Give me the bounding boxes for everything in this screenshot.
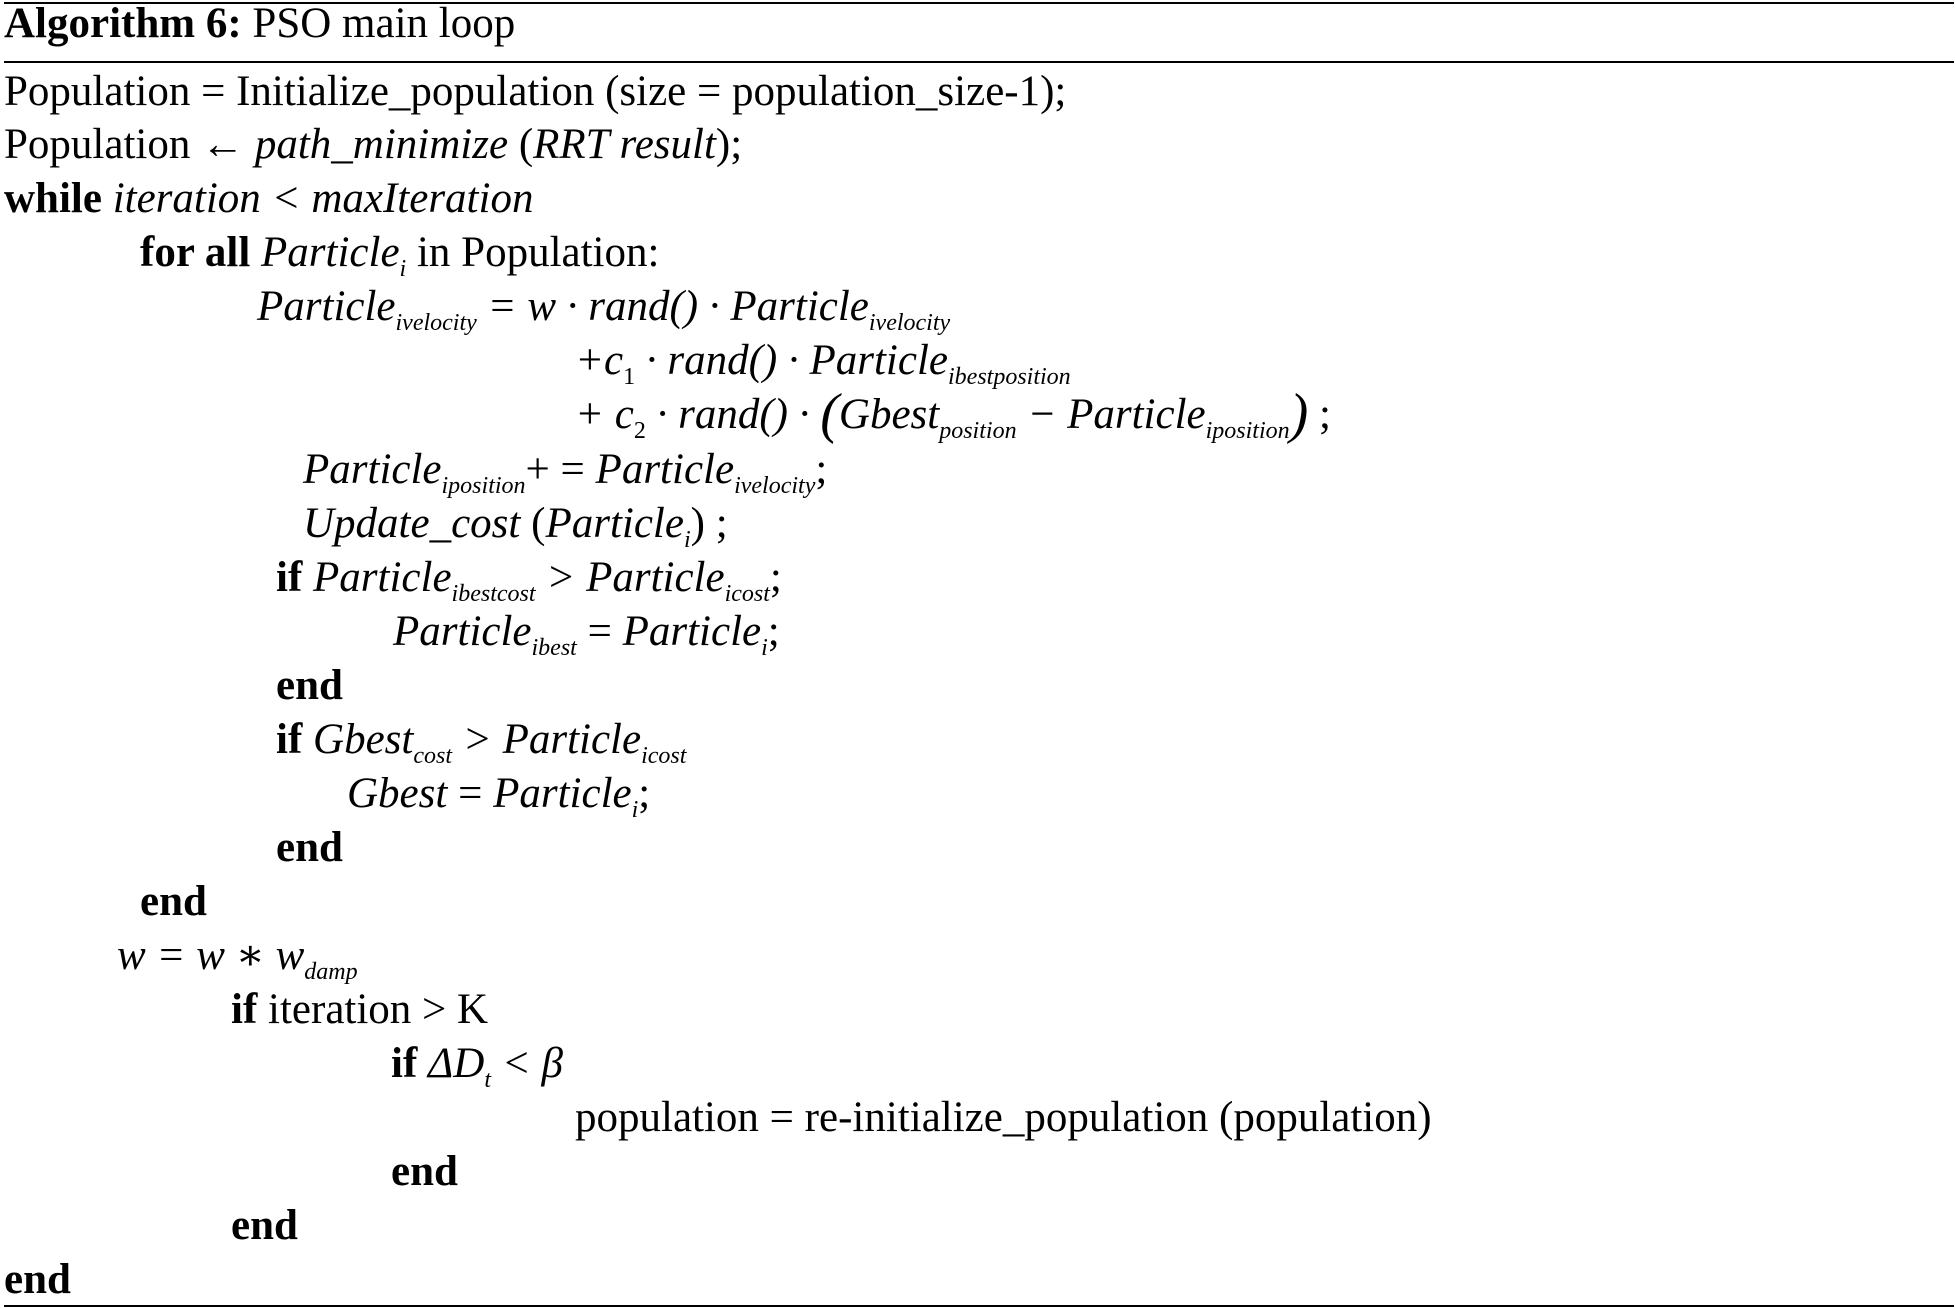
gbest-rhs-sub: i	[631, 797, 639, 823]
particle-var: Particle	[261, 229, 400, 276]
code-line-end-1	[276, 659, 343, 713]
end-keyword: end	[276, 824, 343, 871]
if-keyword: if	[276, 716, 303, 763]
if-keyword: if	[276, 554, 303, 601]
minus-op: −	[1016, 391, 1068, 438]
particle-subscript: i	[399, 256, 407, 282]
gt-op: >	[452, 716, 503, 763]
algorithm-label: Algorithm 6:	[4, 0, 242, 47]
bottom-rule	[4, 1305, 1954, 1307]
semicolon: ;	[769, 554, 782, 601]
velocity-lhs: Particle	[257, 283, 396, 330]
code-line-if-pbest	[276, 551, 782, 605]
code-line-end-3	[391, 1145, 458, 1199]
c1-sub: 1	[623, 364, 636, 390]
code-line-velocity-1	[257, 280, 950, 334]
position-rhs: Particle	[595, 446, 735, 493]
paren-close: ) ;	[690, 500, 728, 547]
semicolon: ;	[815, 446, 828, 493]
code-line-while	[4, 172, 533, 226]
update-cost-arg: Particle	[545, 500, 684, 547]
code-line-for-all	[140, 226, 659, 280]
rrt-result-arg: RRT result	[533, 121, 716, 168]
caption-rule	[4, 61, 1954, 63]
path-minimize-fn: path_minimize	[254, 121, 509, 168]
if-keyword: if	[231, 986, 258, 1033]
position-rhs-sub: ivelocity	[734, 473, 816, 499]
update-cost-fn: Update_cost	[303, 500, 521, 547]
code-line-if-gbest	[276, 713, 686, 767]
inertia-update: w = w ∗ w	[117, 932, 305, 979]
end-keyword: end	[276, 662, 343, 709]
code-line-damp	[117, 929, 358, 983]
lt-beta: < β	[491, 1040, 563, 1087]
semicolon: ;	[767, 608, 780, 655]
end-keyword: end	[231, 1202, 298, 1249]
velocity-rhs: Particle	[730, 283, 869, 330]
pbest-var: Particle	[809, 337, 948, 384]
position-lhs-sub: iposition	[441, 473, 526, 499]
update-cost-arg-sub: i	[683, 527, 691, 553]
delta-d: ΔD	[428, 1040, 485, 1087]
c1-term: +c	[575, 337, 624, 384]
code-line-update-cost	[303, 497, 728, 551]
gbest-cost-lhs: Gbest	[313, 716, 414, 763]
pbest-rhs: Particle	[622, 608, 762, 655]
gbest-lhs: Gbest	[347, 770, 448, 817]
gt-op: >	[535, 554, 587, 601]
code-line-set-pbest	[393, 605, 780, 659]
reinit-population-text: population = re-initialize_population (population)	[575, 1094, 1432, 1141]
population-assign: Population ←	[4, 121, 255, 168]
for-all-keyword: for all	[140, 229, 251, 276]
in-population-text: in Population:	[406, 229, 660, 276]
position-var: Particle	[1067, 391, 1206, 438]
paren-close: );	[715, 121, 743, 168]
gbest-var: Gbest	[838, 391, 940, 438]
end-keyword: end	[391, 1148, 458, 1195]
particle-cost-rhs: Particle	[502, 716, 642, 763]
iteration-condition: iteration > K	[268, 986, 489, 1033]
pbest-lhs-sub: ibest	[531, 635, 577, 661]
code-line-1	[4, 65, 1066, 119]
equals-op: =	[576, 608, 623, 655]
velocity-rhs-sub: ivelocity	[868, 310, 951, 336]
velocity-lhs-sub: ivelocity	[395, 310, 477, 336]
gbest-cost-sub: cost	[413, 743, 453, 769]
code-line-2	[4, 118, 742, 172]
code-line-reinit	[575, 1091, 1432, 1145]
pbest-sub: ibestposition	[948, 364, 1071, 390]
if-keyword: if	[391, 1040, 418, 1087]
plus-equals-op: + =	[525, 446, 596, 493]
position-lhs: Particle	[303, 446, 442, 493]
position-sub: iposition	[1205, 418, 1290, 444]
rand-term-3: · rand() ·	[645, 391, 821, 438]
c2-term: + c	[575, 391, 634, 438]
big-paren-open: (	[820, 383, 839, 445]
gbest-rhs: Particle	[493, 770, 632, 817]
equals-op: =	[447, 770, 494, 817]
delta-sub: t	[484, 1067, 491, 1093]
algorithm-title: PSO main loop	[252, 0, 516, 47]
cost-rhs: Particle	[586, 554, 725, 601]
big-paren-close: )	[1289, 383, 1309, 445]
gbest-sub: position	[939, 418, 1017, 444]
code-line-end-2	[276, 821, 343, 875]
pbest-rhs-sub: i	[761, 635, 768, 661]
semicolon: ;	[1308, 391, 1331, 438]
while-condition: iteration < maxIteration	[112, 175, 534, 222]
code-line-set-gbest	[347, 767, 650, 821]
code-line-end-while	[4, 1253, 71, 1307]
paren-open: (	[508, 121, 534, 168]
velocity-eq: = w · rand() ·	[476, 283, 731, 330]
paren-open: (	[520, 500, 546, 547]
cost-sub: icost	[724, 581, 770, 607]
while-keyword: while	[4, 175, 102, 222]
bestcost-sub: ibestcost	[451, 581, 536, 607]
code-line-position-update	[303, 443, 827, 497]
end-keyword: end	[4, 1256, 71, 1303]
particle-cost-sub: icost	[641, 743, 687, 769]
code-line-velocity-3	[575, 383, 1331, 445]
code-line-if-delta	[391, 1037, 563, 1091]
algorithm-caption	[4, 0, 515, 51]
c2-sub: 2	[633, 418, 646, 444]
code-line-end-4	[231, 1199, 298, 1253]
semicolon: ;	[638, 770, 651, 817]
rand-term-2: · rand() ·	[635, 337, 810, 384]
code-line-end-for	[140, 875, 207, 929]
code-line-if-iteration	[231, 983, 488, 1037]
pbest-lhs: Particle	[393, 608, 532, 655]
code-line-velocity-2	[575, 334, 1071, 388]
bestcost-lhs: Particle	[313, 554, 452, 601]
end-keyword: end	[140, 878, 207, 925]
damp-sub: damp	[304, 959, 358, 985]
init-population-text: Population = Initialize_population (size = population_size-1);	[4, 68, 1067, 115]
